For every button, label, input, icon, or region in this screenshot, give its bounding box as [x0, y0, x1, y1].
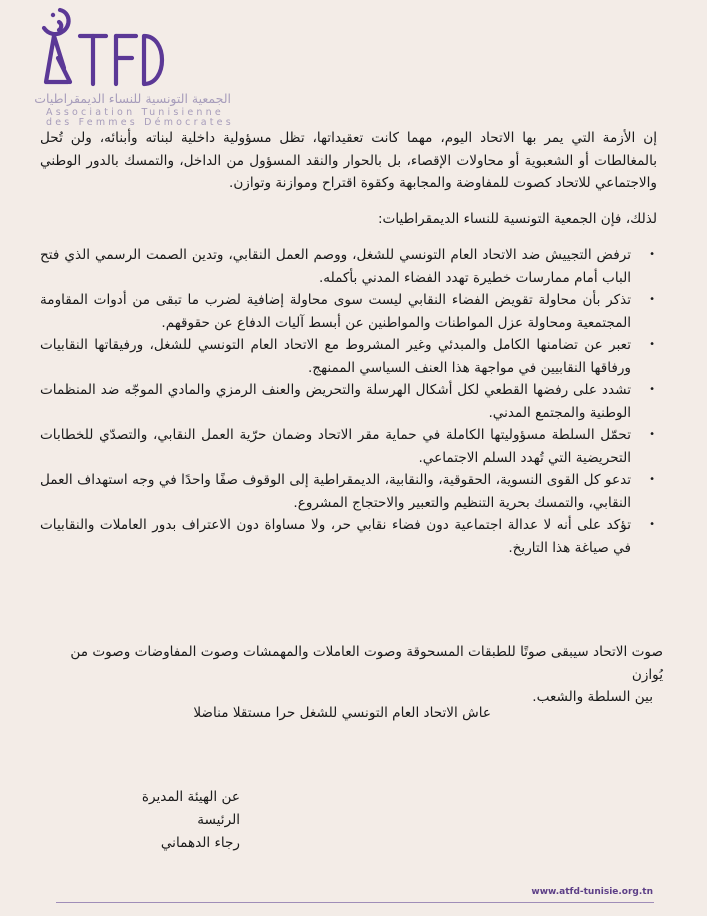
logo-french-line-1: Association Tunisienne [46, 107, 224, 118]
signature-name: رجاء الدهماني [160, 835, 240, 851]
bullet-icon: • [649, 519, 655, 530]
bullet-icon: • [649, 249, 655, 260]
signature-block [40, 786, 240, 855]
slogan: عاش الاتحاد العام التونسي للشغل حرا مستقلا مناضلا [193, 705, 491, 721]
list-item [40, 289, 655, 334]
bullet-icon: • [649, 474, 655, 485]
signature-body: عن الهيئة المديرة [141, 789, 240, 805]
list-item-text: تشدد على رفضها القطعي لكل أشكال الهرسلة والتحريض والعنف الرمزي والمادي الموجّه ضد المنظمات الوطنية والمجتمع المدني. [40, 382, 631, 421]
list-item [40, 334, 655, 379]
list-item-text: تذكر بأن محاولة تقويض الفضاء النقابي ليست سوى محاولة إضافية لضرب ما تبقى من أدوات المقاومة المجتمعية ومحاولة عزل المواطنات والمواطنين عن أبسط آليات الدفاع عن حقوقهم. [40, 292, 631, 331]
bullet-icon: • [649, 429, 655, 440]
logo-french-line-2: des Femmes Démocrates [46, 117, 234, 128]
closing-statement [40, 641, 667, 709]
statement-body [40, 127, 667, 559]
intro-paragraph: إن الأزمة التي يمر بها الاتحاد اليوم، مهما كانت تعقيداتها، تظل مسؤولية داخلية لبناته وأبنائه، ولن تُحل بالمغالطات أو الشعبوية أو محاولات الإقصاء، بل بالحوار والنقد المسؤول من الداخل، والتمسك بالدور الوطني والاجتماعي للاتحاد كصوت للمفاوضة والمجابهة وكقوة اقتراح وموازنة وتوازن. [40, 130, 657, 191]
lead-in-text: لذلك، فإن الجمعية التونسية للنساء الديمقراطيات: [377, 210, 657, 227]
list-item-text: تؤكد على أنه لا عدالة اجتماعية دون فضاء نقابي حر، ولا مساواة دون الاعتراف بدور العاملات والنقابيات في صياغة هذا التاريخ. [40, 517, 631, 556]
list-item-text: تعبر عن تضامنها الكامل والمبدئي وغير المشروط مع الاتحاد العام التونسي للشغل، ورفيقاتها النقابيات ورفاقها النقابيين في مواجهة هذا العنف السياسي الممنهج. [40, 337, 631, 376]
list-item [40, 469, 655, 514]
list-item [40, 514, 655, 559]
closing-line-2: بين السلطة والشعب. [532, 689, 653, 705]
list-item-text: تحمّل السلطة مسؤوليتها الكاملة في حماية مقر الاتحاد وضمان حرّية العمل النقابي، والتصدّي للخطابات التحريضية التي تُهدد السلم الاجتماعي. [40, 427, 631, 466]
logo-arabic-name: الجمعية التونسية للنساء الديمقراطيات [34, 91, 231, 106]
list-item-text: ترفض التجييش ضد الاتحاد العام التونسي للشغل، ووصم العمل النقابي، وتدين الصمت الرسمي الذي فتح الباب أمام ممارسات خطيرة تهدد الفضاء المدني بأكمله. [40, 247, 631, 286]
list-item [40, 244, 655, 289]
footer-website-link[interactable]: www.atfd-tunisie.org.tn [531, 887, 653, 897]
atfd-logo [34, 6, 235, 128]
atfd-logo-mark-icon [40, 6, 170, 88]
demands-list [40, 244, 667, 559]
bullet-icon: • [649, 339, 655, 350]
list-item-text: تدعو كل القوى النسوية، الحقوقية، والنقابية، الديمقراطية إلى الوقوف صفًا واحدًا في وجه استهداف العمل النقابي، والتمسك بحرية التنظيم والتعبير والاحتجاج المشروع. [40, 472, 631, 511]
closing-line-1: صوت الاتحاد سيبقى صوتًا للطبقات المسحوقة وصوت العاملات والمهمشات وصوت المفاوضات وصوت من يُوازن [70, 644, 663, 683]
bullet-icon: • [649, 384, 655, 395]
list-item [40, 379, 655, 424]
list-item [40, 424, 655, 469]
footer-divider [56, 902, 654, 903]
signature-role: الرئيسة [197, 812, 240, 828]
bullet-icon: • [649, 294, 655, 305]
